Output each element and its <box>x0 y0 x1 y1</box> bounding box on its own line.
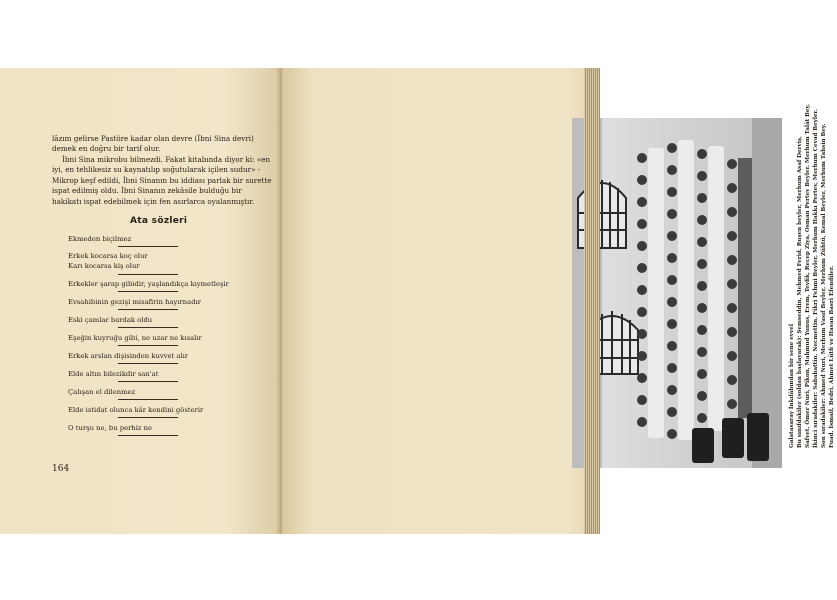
page-edges <box>584 68 600 534</box>
divider <box>118 435 178 436</box>
saying-1: Ekmeden biçilmez <box>68 235 132 243</box>
saying-9: Elde altın bilezikdir san'at <box>68 370 159 378</box>
right-page <box>282 68 835 534</box>
divider <box>118 417 178 418</box>
caption-line-2: Bu sınıfdakiler (soldan başlayarak): Şemseddin, Mehmed Ferid, Ruşen beyler, Merhum Asaf Derviş, <box>797 135 803 448</box>
divider <box>118 309 178 310</box>
divider <box>118 274 178 275</box>
open-book <box>0 68 835 534</box>
divider <box>118 363 178 364</box>
caption-line-3: Safvet, Ömer Nuri, Pikon, Mahmud Yunus, Erem, Tevfik, Recep Ziya, Osman Pertev Beyler. Merhum Talât Bey, <box>805 103 811 448</box>
saying-5: Evsahibinin gezişi misafirin hayırnadır <box>68 298 202 306</box>
photo-image <box>572 118 782 468</box>
divider <box>118 246 178 247</box>
saying-4: Erkekler şarap gibidir, yaşlandıkça kıymetleşir <box>68 280 229 288</box>
photo-caption <box>787 103 835 448</box>
saying-8: Erkek arslan dişisinden kuvvet alır <box>68 352 189 360</box>
caption-line-5: Son sıradakiler: Ahmed Nuri, Merhum Vasıf Beyler, Merhum Zühtü, Kemal Beyler, Merhum Tahsin Bey. <box>821 123 827 448</box>
saying-3: Karı kocarsa kiş olur <box>68 262 140 270</box>
intro-paragraph: lâzım gelirse Pastöre kadar olan devre (İbni Sina devri) demek en doğru bir tarif olur. <box>52 134 254 154</box>
section-heading: Ata sözleri <box>130 216 188 226</box>
divider <box>118 345 178 346</box>
class-group-photo <box>572 118 782 468</box>
left-page <box>0 68 282 534</box>
caption-line-1: Galatasaray İnkılâbından bir sene evvel <box>789 324 795 448</box>
caption-line-6: Fuad, İsmail, Bedri, Ahmet Lütfi ve Hasan Basri Efendiler. <box>829 265 835 448</box>
saying-7: Eşeğin kuyruğu gibi, ne uzar ne kısalır <box>68 334 202 342</box>
caption-line-4: İkinci sıradakiler: Sabahattin, Necmettin, Fikri Fehmi Beyler, Merhum Hakkı Pertev, Merhum Cevad Beyler. <box>813 109 819 448</box>
saying-2: Erkek kocarsa koç olur <box>68 252 148 260</box>
divider <box>118 327 178 328</box>
divider <box>118 399 178 400</box>
ibni-sina-paragraph: İbni Sina mikrobu bilmezdi. Fakat kitabında diyor ki: «en iyi, en tehlikesiz su kaynatılıp soğutularak içilen sudur» - Mikrop keşf edildi, İbni Sinanın bu iddiası parlak bir surette ispat edilmiş oldu. İbni Sinanın zekâsile bulduğu bir hakikatı ispat edebilmek için fen asırlarca oyalanmıştır. <box>52 155 272 206</box>
page-number: 164 <box>52 464 70 474</box>
saying-6: Eski çamlar bardak oldu <box>68 316 153 324</box>
divider <box>118 291 178 292</box>
saying-12: O turşu ne, bu perhiz ne <box>68 424 153 432</box>
saying-11: Elde istidat olunca kâr kendini gösterir <box>68 406 204 414</box>
divider <box>118 381 178 382</box>
saying-10: Çalışan el dilenmez <box>68 388 136 396</box>
